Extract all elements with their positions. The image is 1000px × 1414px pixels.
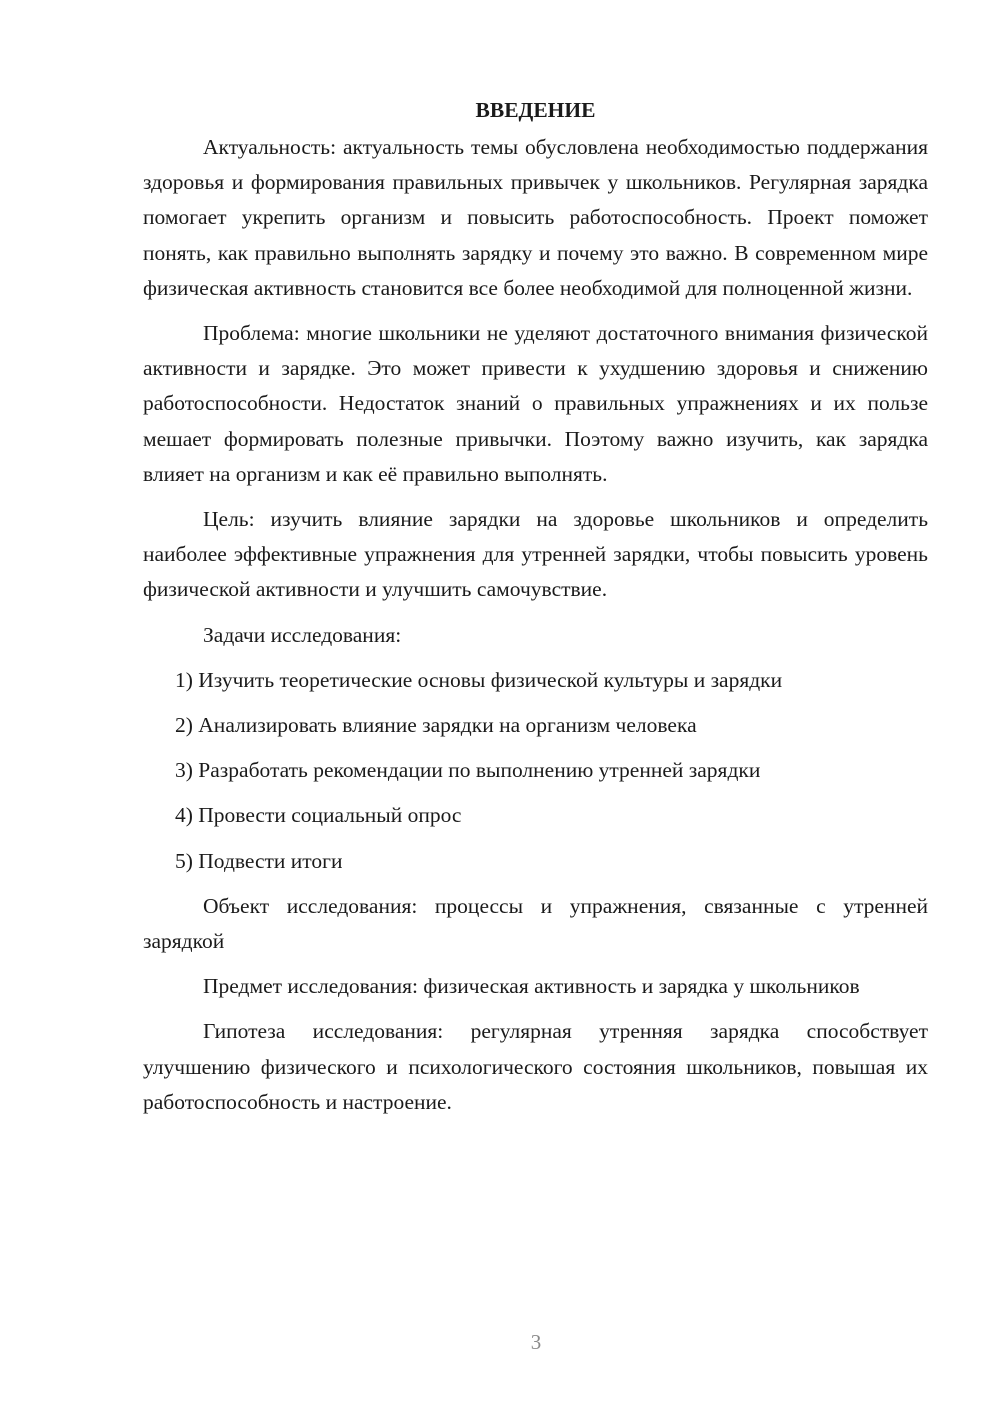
- tasks-heading: Задачи исследования:: [203, 622, 402, 647]
- list-item: 2) Анализировать влияние зарядки на организм человека: [175, 713, 697, 738]
- problem-paragraph: Проблема: многие школьники не уделяют достаточного внимания физической активности и зарядке. Это может привести к ухудшению здоровья и снижению работоспособности. Недостаток знаний о правильных упражнениях и их пользе мешает формировать полезные привычки. Поэтому важно изучить, как зарядка влияет на организм и как её правильно выполнять.: [143, 321, 928, 486]
- page-content: [143, 92, 928, 1130]
- relevance-paragraph: Актуальность: актуальность темы обусловлена необходимостью поддержания здоровья и формирования правильных привычек у школьников. Регулярная зарядка помогает укрепить организм и повысить работоспособность. Проект поможет понять, как правильно выполнять зарядку и почему это важно. В современном мире физическая активность становится все более необходимой для полноценной жизни.: [143, 135, 928, 300]
- list-item: 4) Провести социальный опрос: [175, 803, 462, 828]
- section-title: ВВЕДЕНИЕ: [475, 98, 596, 122]
- page-number: 3: [530, 1330, 542, 1354]
- list-item: 5) Подвести итоги: [175, 848, 343, 873]
- goal-paragraph: Цель: изучить влияние зарядки на здоровье школьников и определить наиболее эффективные упражнения для утренней зарядки, чтобы повысить уровень физической активности и улучшить самочувствие.: [143, 507, 928, 602]
- subject-paragraph: Предмет исследования: физическая активность и зарядка у школьников: [203, 974, 860, 999]
- object-paragraph: Объект исследования: процессы и упражнения, связанные с утренней зарядкой: [143, 893, 928, 954]
- tasks-list: [143, 663, 928, 879]
- hypothesis-paragraph: Гипотеза исследования: регулярная утренняя зарядка способствует улучшению физического и психологического состояния школьников, повышая их работоспособность и настроение.: [143, 1019, 928, 1114]
- list-item: 3) Разработать рекомендации по выполнению утренней зарядки: [175, 758, 761, 783]
- list-item: 1) Изучить теоретические основы физической культуры и зарядки: [175, 667, 783, 692]
